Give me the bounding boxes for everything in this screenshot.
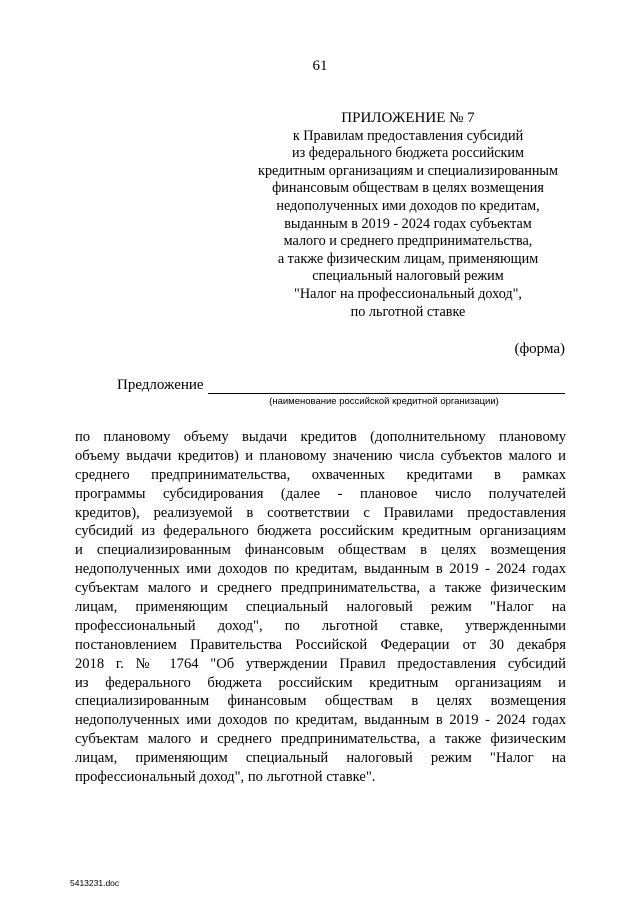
body-line: среднего предпринимательства, охваченных кредитами в рамках bbox=[75, 466, 566, 483]
appendix-line: из федерального бюджета российским bbox=[292, 145, 524, 162]
body-line: кредитов), реализуемой в соответствии с Правилами предоставления bbox=[75, 504, 566, 521]
proposal-word: Предложение bbox=[117, 377, 204, 393]
body-line: постановлением Правительства Российской Федерации от 30 декабря bbox=[75, 636, 566, 653]
appendix-line: финансовым обществам в целях возмещения bbox=[272, 180, 544, 197]
body-line: лицам, применяющим специальный налоговый режим "Налог на bbox=[75, 599, 566, 616]
appendix-line: малого и среднего предпринимательства, bbox=[283, 233, 533, 250]
body-line: недополученных ими доходов по кредитам, выданным в 2019 - 2024 годах bbox=[75, 712, 566, 729]
body-line: субсидий из федерального бюджета российским кредитным организациям bbox=[75, 523, 566, 540]
appendix-line: "Налог на профессиональный доход", bbox=[294, 285, 522, 302]
appendix-line: кредитным организациям и специализированным bbox=[258, 162, 558, 179]
body-paragraph bbox=[75, 428, 566, 787]
body-line: и специализированным финансовым обществам в целях возмещения bbox=[75, 542, 566, 559]
proposal-row bbox=[117, 377, 565, 394]
appendix-line: выданным в 2019 - 2024 годах субъектам bbox=[284, 215, 532, 232]
body-line: недополученных ими доходов по кредитам, выданным в 2019 - 2024 годах bbox=[75, 561, 566, 578]
appendix-title: ПРИЛОЖЕНИЕ № 7 bbox=[341, 110, 475, 126]
appendix-line: недополученных ими доходов по кредитам, bbox=[276, 197, 540, 214]
body-line: из федерального бюджета российским кредитным организациям и bbox=[75, 674, 566, 691]
body-line: субъектам малого и среднего предпринимательства, а также физическим bbox=[75, 731, 566, 748]
body-line: профессиональный доход", по льготной ставке". bbox=[75, 769, 376, 786]
body-line: объему выдачи кредитов) и плановому значению числа субъектов малого и bbox=[75, 447, 566, 464]
form-label: (форма) bbox=[514, 341, 565, 357]
body-line: специализированным финансовым обществам в целях возмещения bbox=[75, 693, 566, 710]
body-line: по плановому объему выдачи кредитов (дополнительному плановому bbox=[75, 429, 566, 445]
appendix-line: к Правилам предоставления субсидий bbox=[292, 127, 524, 144]
appendix-header bbox=[248, 110, 568, 321]
proposal-caption: (наименование российской кредитной организации) bbox=[269, 396, 499, 407]
body-line: субъектам малого и среднего предпринимательства, а также физическим bbox=[75, 580, 566, 597]
body-line: 2018 г. № 1764 "Об утверждении Правил предоставления субсидий bbox=[75, 655, 566, 672]
body-line: лицам, применяющим специальный налоговый режим "Налог на bbox=[75, 750, 566, 767]
footer-file-reference: 5413231.doc bbox=[70, 878, 120, 888]
page-number: 61 bbox=[312, 58, 328, 74]
appendix-line: специальный налоговый режим bbox=[312, 268, 504, 285]
appendix-line: по льготной ставке bbox=[350, 303, 466, 320]
appendix-line: а также физическим лицам, применяющим bbox=[277, 250, 539, 267]
body-line: профессиональный доход", по льготной ставке, утвержденными bbox=[75, 617, 566, 634]
bank-name-fill-line bbox=[208, 379, 565, 394]
body-line: программы субсидирования (далее - плановое число получателей bbox=[75, 485, 566, 502]
